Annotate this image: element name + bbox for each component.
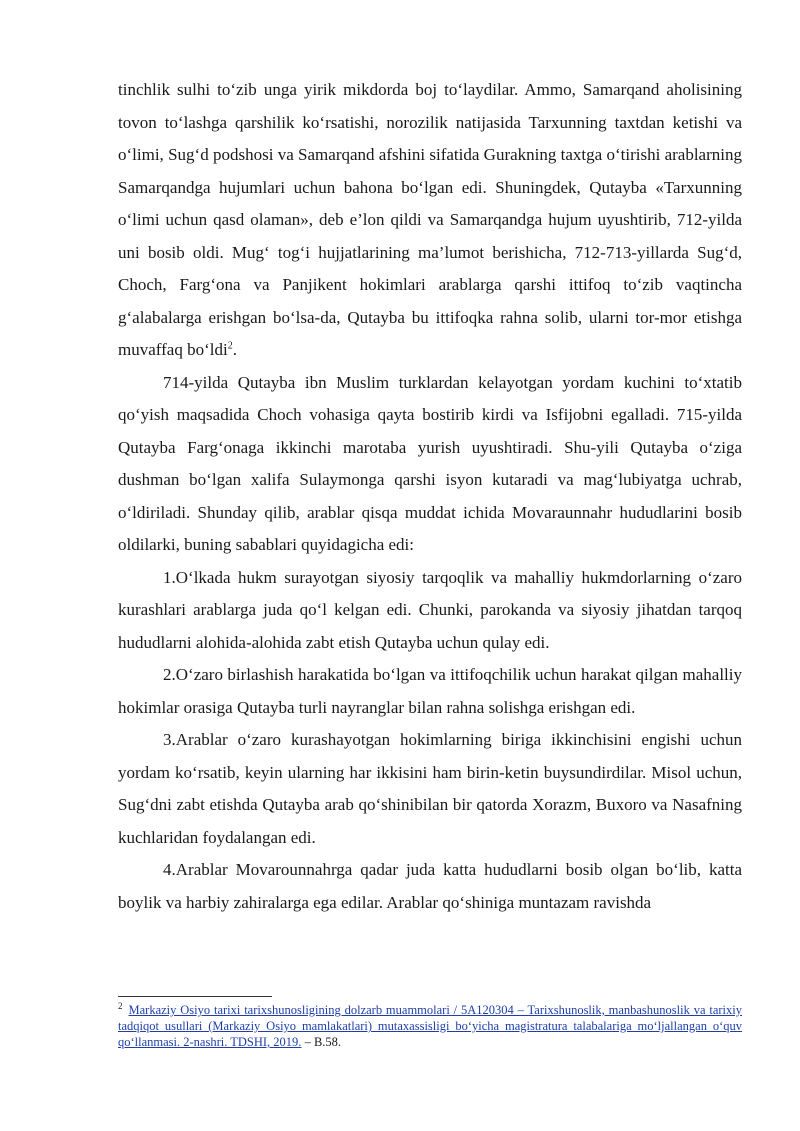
footnote [118, 1002, 742, 1050]
footnote-number: 2 [118, 1000, 123, 1011]
body-text [118, 74, 742, 919]
footnote-page-ref: – B.58. [301, 1035, 342, 1049]
paragraph-1: tinchlik sulhi to‘zib unga yirik mikdorda boj to‘laydilar. Ammo, Samarqand aholisining tovon to‘lashga qarshilik ko‘rsatishi, norozilik natijasida Tarxunning taxtdan ketishi va o‘limi, Sug‘d podshosi va Samarqand afshini sifatida Gurakning taxtga o‘tirishi arablarning Samarqandga hujumlari uchun bahona bo‘lgan edi. Shuningdek, Qutayba «Tarxunning o‘limi uchun qasd olaman», deb e’lon qildi va Samarqandga hujum uyushtirib, 712-yilda uni bosib oldi. Mug‘ tog‘i hujjatlarining ma’lumot berishicha, 712-713-yillarda Sug‘d, Choch, Farg‘ona va Panjikent hokimlari arablarga qarshi ittifoq to‘zib vaqtincha g‘alabalarga erishgan bo‘lsa-da, Qutayba bu ittifoqka rahna solib, ularni tor-mor etishga muvaffaq bo‘ldi$^2$. [118, 80, 742, 359]
footnote-reference[interactable]: 2 [227, 340, 233, 352]
paragraph-2: 714-yilda Qutayba ibn Muslim turklardan kelayotgan yordam kuchini to‘xtatib qo‘yish maqsadida Choch vohasiga qayta bostirib kirdi va Isfijobni egalladi. 715-yilda Qutayba Farg‘onaga ikkinchi marotaba yurish uyushtiradi. Shu-yili Qutayba o‘ziga dushman bo‘lgan xalifa Sulaymonga qarshi isyon kutaradi va mag‘lubiyatga uchrab, o‘ldiriladi. Shunday qilib, arablar qisqa muddat ichida Movaraunnahr hududlarini bosib oldilarki, buning sabablari quyidagicha edi: [118, 372, 742, 554]
footnote-separator [118, 996, 272, 997]
paragraph-5: 3.Arablar o‘zaro kurashayotgan hokimlarning biriga ikkinchisini engishi uchun yordam ko‘rsatib, keyin ularning har ikkisini ham birin-ketin buysundirdilar. Misol uchun, Sug‘dni zabt etishda Qutayba arab qo‘shinibilan bir qatorda Xorazm, Buxoro va Nasafning kuchlaridan foydalangan edi. [118, 730, 742, 847]
paragraph-4: 2.O‘zaro birlashish harakatida bo‘lgan va ittifoqchilik uchun harakat qilgan mahalliy hokimlar orasiga Qutayba turli nayranglar bilan rahna solishga erishgan edi. [118, 665, 742, 717]
footnote-link[interactable]: Markaziy Osiyo tarixi tarixshunosligining dolzarb muammolari / 5A120304 – Tarixshunoslik, manbashunoslik va tarixiy tadqiqot usullari (Markaziy Osiyo mamlakatlari) mutaxassisligi bo‘yicha magistratura talabalariga mo‘ljallangan o‘quv qo‘llanmasi. 2-nashri. TDSHI, 2019. [118, 1003, 742, 1049]
paragraph-3: 1.O‘lkada hukm surayotgan siyosiy tarqoqlik va mahalliy hukmdorlarning o‘zaro kurashlari arablarga juda qo‘l kelgan edi. Chunki, parokanda va siyosiy jihatdan tarqoq hududlarni alohida-alohida zabt etish Qutayba uchun qulay edi. [118, 567, 742, 652]
paragraph-6: 4.Arablar Movarounnahrga qadar juda katta hududlarni bosib olgan bo‘lib, katta boylik va harbiy zahiralarga ega edilar. Arablar qo‘shiniga muntazam ravishda [118, 860, 742, 912]
